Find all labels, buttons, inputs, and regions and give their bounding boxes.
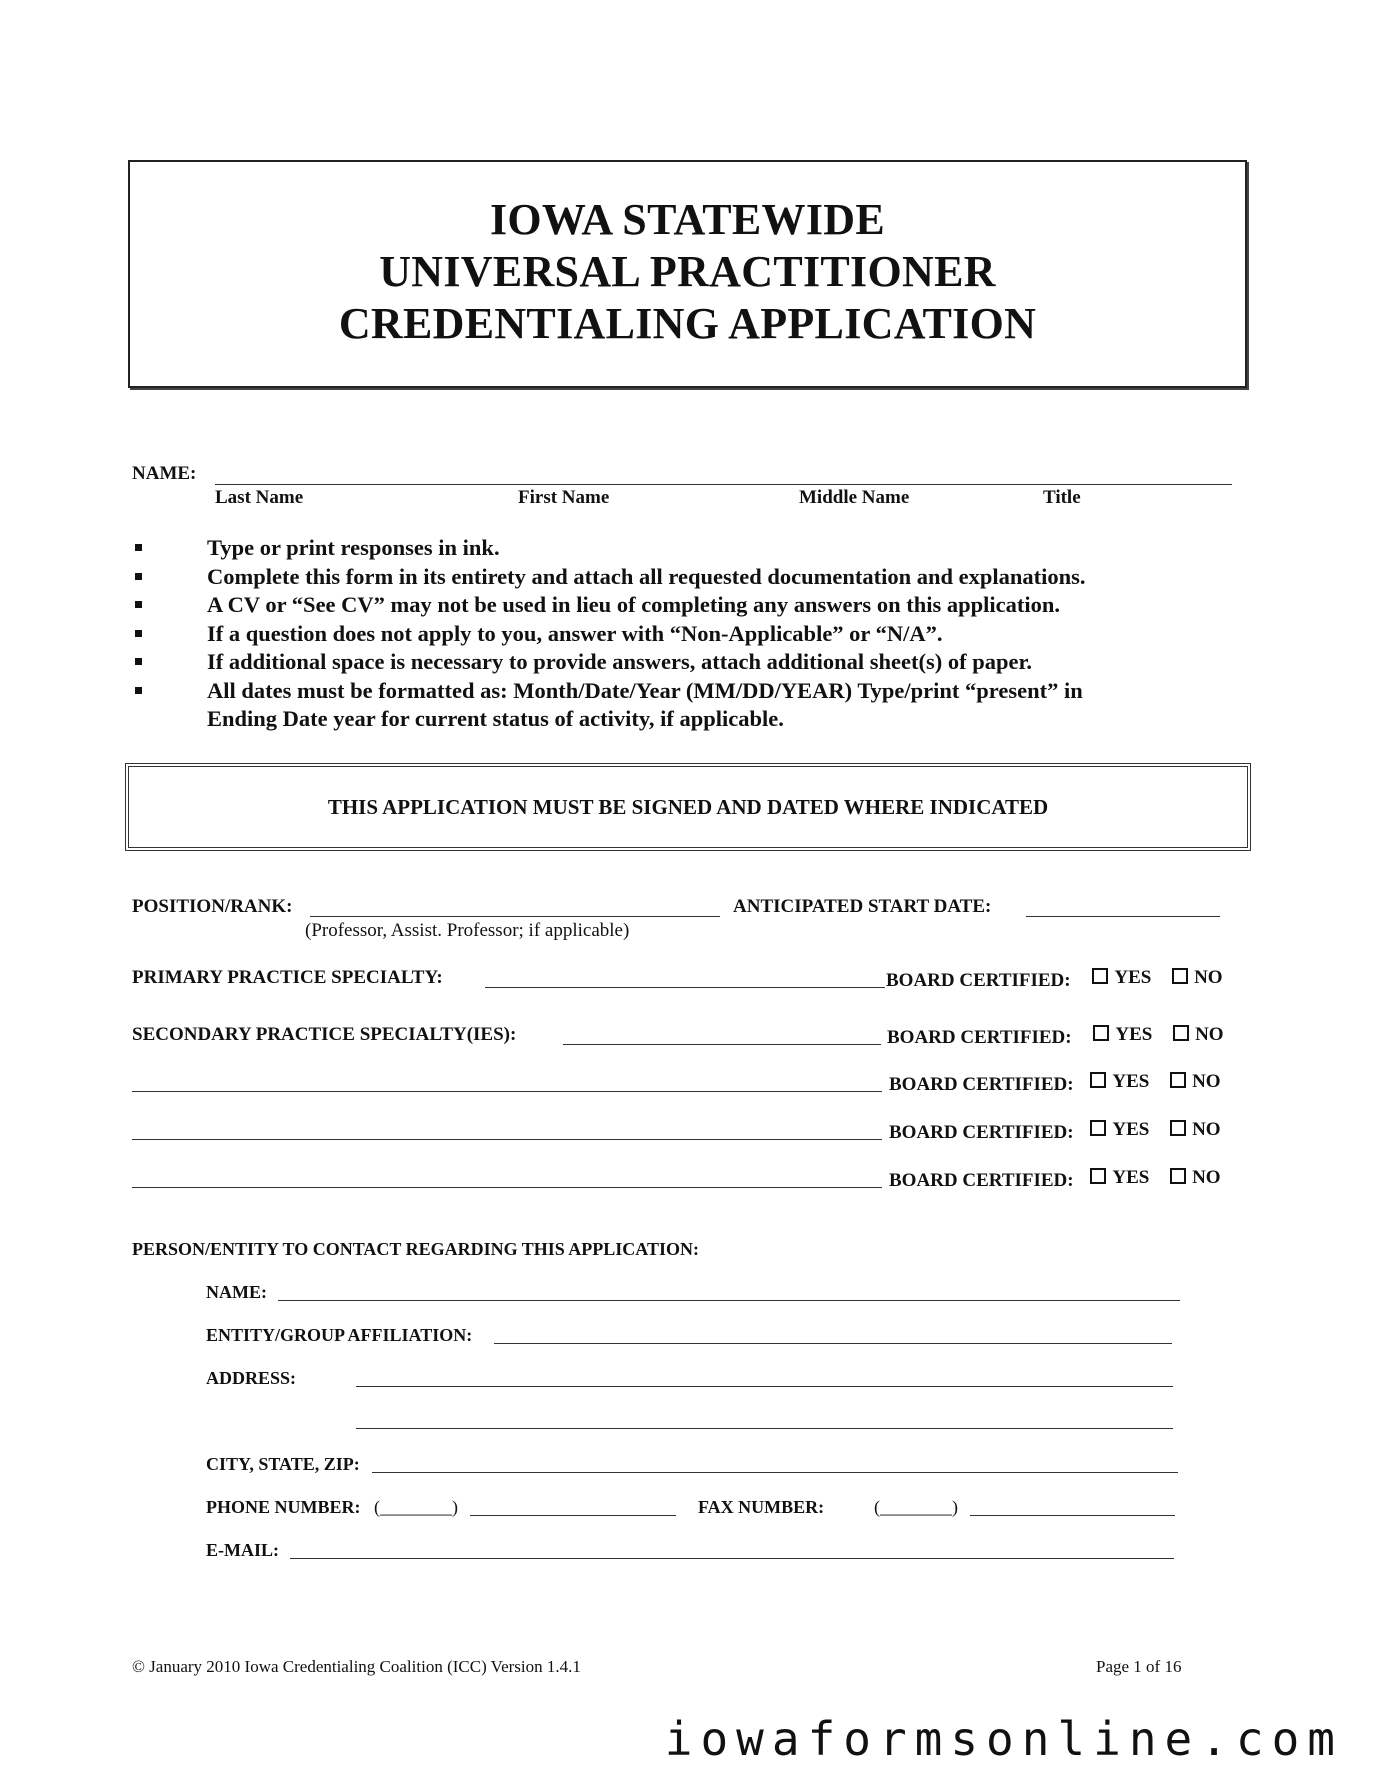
position-field[interactable] — [310, 916, 720, 917]
checkbox-icon[interactable] — [1170, 1120, 1186, 1136]
signed-notice-text: THIS APPLICATION MUST BE SIGNED AND DATED WHERE INDICATED — [327, 794, 1049, 819]
checkbox-icon[interactable] — [1090, 1168, 1106, 1184]
board-certified-primary — [886, 967, 1223, 992]
title-line-3: CREDENTIALING APPLICATION — [338, 299, 1037, 348]
page-number: Page 1 of 16 — [1096, 1657, 1182, 1676]
additional-specialty-field[interactable] — [132, 1187, 882, 1188]
bullet-icon — [135, 544, 142, 551]
board-certified-additional — [889, 1167, 1221, 1192]
yes-option[interactable]: YES — [1090, 1119, 1149, 1141]
name-label: NAME: — [132, 463, 197, 484]
board-certified-secondary — [887, 1024, 1224, 1049]
bullet-icon — [135, 658, 142, 665]
primary-specialty-field[interactable] — [485, 987, 885, 988]
position-label: POSITION/RANK: — [132, 896, 293, 917]
address-field-1[interactable] — [356, 1386, 1173, 1387]
checkbox-icon[interactable] — [1093, 1025, 1109, 1041]
no-option[interactable]: NO — [1170, 1071, 1221, 1093]
instruction-item: If additional space is necessary to provide answers, attach additional sheet(s) of paper. — [130, 648, 1250, 677]
contact-name-label: NAME: — [206, 1282, 267, 1302]
checkbox-icon[interactable] — [1170, 1168, 1186, 1184]
board-certified-label: BOARD CERTIFIED: — [887, 1027, 1072, 1048]
contact-name-field[interactable] — [278, 1300, 1180, 1301]
yes-option[interactable]: YES — [1093, 1024, 1152, 1046]
checkbox-icon[interactable] — [1092, 968, 1108, 984]
instruction-item: All dates must be formatted as: Month/Date/Year (MM/DD/YEAR) Type/print “present” in Ending Date year for current status of activity, if applicable. — [130, 677, 1250, 734]
checkbox-icon[interactable] — [1090, 1120, 1106, 1136]
last-name-sublabel: Last Name — [215, 487, 304, 508]
bullet-icon — [135, 630, 142, 637]
primary-specialty-label: PRIMARY PRACTICE SPECIALTY: — [132, 967, 443, 988]
affiliation-label: ENTITY/GROUP AFFILIATION: — [206, 1325, 473, 1345]
secondary-specialty-field[interactable] — [563, 1044, 881, 1045]
start-date-label: ANTICIPATED START DATE: — [733, 896, 992, 917]
no-option[interactable]: NO — [1170, 1119, 1221, 1141]
city-state-zip-label: CITY, STATE, ZIP: — [206, 1454, 360, 1474]
board-certified-additional — [889, 1119, 1221, 1144]
title-sublabel: Title — [1043, 487, 1081, 508]
name-field[interactable] — [215, 484, 1232, 485]
copyright-footer: © January 2010 Iowa Credentialing Coalition (ICC) Version 1.4.1 — [132, 1657, 581, 1676]
secondary-specialty-label: SECONDARY PRACTICE SPECIALTY(IES): — [132, 1024, 517, 1045]
phone-field[interactable] — [470, 1515, 676, 1516]
instruction-item: A CV or “See CV” may not be used in lieu of completing any answers on this application. — [130, 591, 1250, 620]
city-state-zip-field[interactable] — [372, 1472, 1178, 1473]
board-certified-additional — [889, 1071, 1221, 1096]
first-name-sublabel: First Name — [518, 487, 610, 508]
bullet-icon — [135, 601, 142, 608]
contact-heading: PERSON/ENTITY TO CONTACT REGARDING THIS APPLICATION: — [132, 1239, 699, 1259]
board-certified-label: BOARD CERTIFIED: — [889, 1170, 1074, 1191]
checkbox-icon[interactable] — [1090, 1072, 1106, 1088]
yes-option[interactable]: YES — [1090, 1167, 1149, 1189]
instruction-item: If a question does not apply to you, answer with “Non-Applicable” or “N/A”. — [130, 620, 1250, 649]
no-option[interactable]: NO — [1173, 1024, 1224, 1046]
yes-option[interactable]: YES — [1090, 1071, 1149, 1093]
instruction-item: Complete this form in its entirety and attach all requested documentation and explanations. — [130, 563, 1250, 592]
no-option[interactable]: NO — [1172, 967, 1223, 989]
no-option[interactable]: NO — [1170, 1167, 1221, 1189]
fax-field[interactable] — [970, 1515, 1175, 1516]
checkbox-icon[interactable] — [1170, 1072, 1186, 1088]
fax-label: FAX NUMBER: — [698, 1497, 825, 1517]
middle-name-sublabel: Middle Name — [799, 487, 910, 508]
signed-notice-box — [125, 763, 1251, 851]
board-certified-label: BOARD CERTIFIED: — [889, 1122, 1074, 1143]
instructions-list — [130, 534, 1250, 734]
site-watermark: iowaformsonline.com — [664, 1712, 1343, 1766]
additional-specialty-field[interactable] — [132, 1091, 882, 1092]
checkbox-icon[interactable] — [1173, 1025, 1189, 1041]
address-field-2[interactable] — [356, 1428, 1173, 1429]
bullet-icon — [135, 573, 142, 580]
instruction-item: Type or print responses in ink. — [130, 534, 1250, 563]
additional-specialty-field[interactable] — [132, 1139, 882, 1140]
title-line-2: UNIVERSAL PRACTITIONER — [379, 247, 996, 296]
title-box — [128, 160, 1247, 388]
position-hint: (Professor, Assist. Professor; if applicable) — [305, 920, 630, 941]
checkbox-icon[interactable] — [1172, 968, 1188, 984]
yes-option[interactable]: YES — [1092, 967, 1151, 989]
phone-area-code[interactable]: (________) — [374, 1497, 458, 1517]
affiliation-field[interactable] — [494, 1343, 1172, 1344]
board-certified-label: BOARD CERTIFIED: — [886, 970, 1071, 991]
board-certified-label: BOARD CERTIFIED: — [889, 1074, 1074, 1095]
address-label: ADDRESS: — [206, 1368, 297, 1388]
title-line-1: IOWA STATEWIDE — [489, 195, 886, 244]
fax-area-code[interactable]: (________) — [874, 1497, 958, 1517]
email-field[interactable] — [290, 1558, 1174, 1559]
phone-label: PHONE NUMBER: — [206, 1497, 361, 1517]
start-date-field[interactable] — [1026, 916, 1220, 917]
bullet-icon — [135, 687, 142, 694]
email-label: E-MAIL: — [206, 1540, 279, 1560]
